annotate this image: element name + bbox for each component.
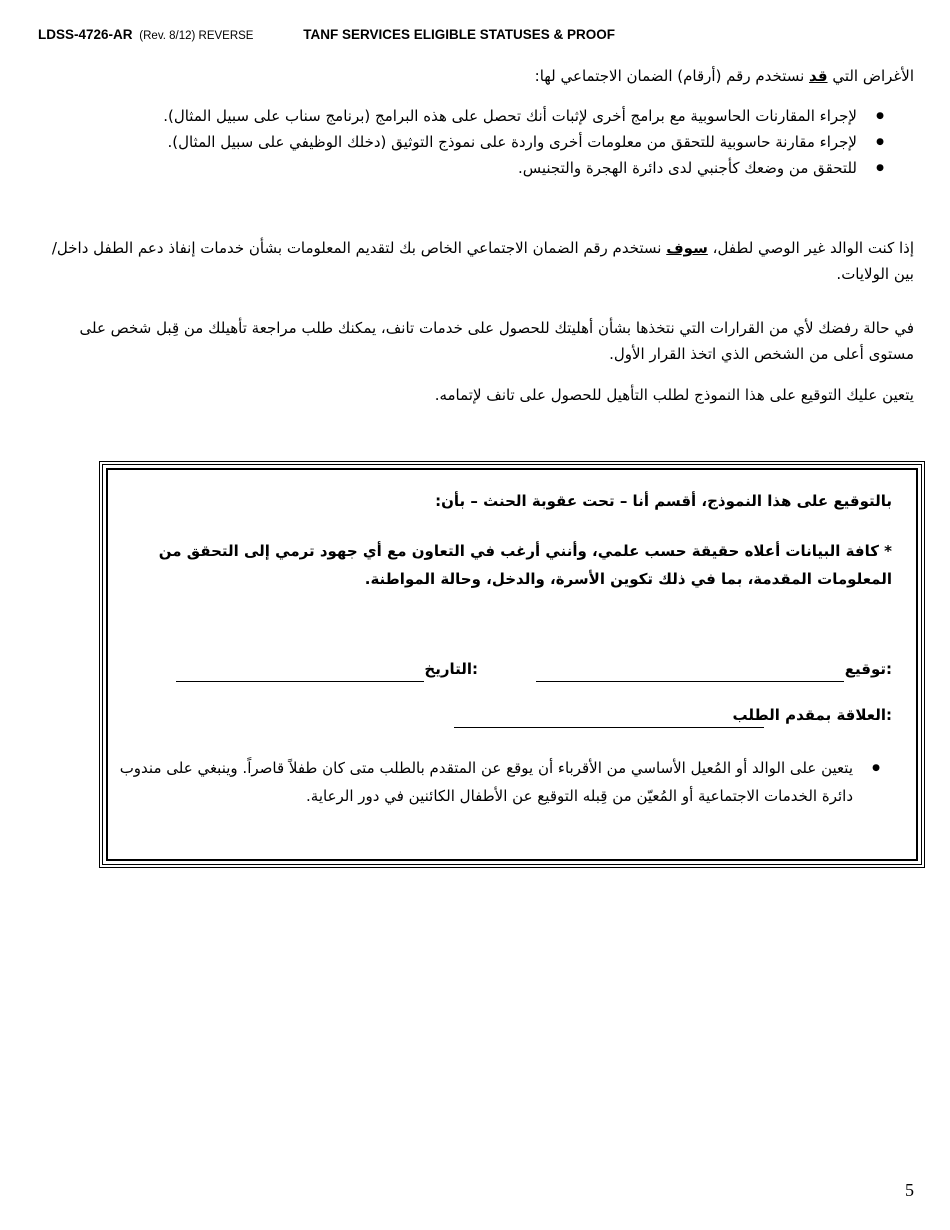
list-item: ● للتحقق من وضعك كأجنبي لدى دائرة الهجرة والتجنيس. xyxy=(64,155,884,181)
date-field[interactable] xyxy=(176,681,424,682)
signing-note xyxy=(116,754,892,810)
list-item: ● لإجراء مقارنة حاسوبية للتحقق من معلومات أخرى واردة على نموذج التوثيق (دخلك الوظيفي على سبيل المثال). xyxy=(64,129,884,155)
sign-required-paragraph: يتعين عليك التوقيع على هذا النموذج لطلب التأهيل للحصول على تانف لإتمامه. xyxy=(434,386,914,404)
signature-row xyxy=(116,660,892,688)
form-id: LDSS-4726-AR xyxy=(38,27,133,42)
intro-emphasis: قد xyxy=(809,67,828,85)
date-label: التاريخ: xyxy=(424,660,478,678)
child-support-emphasis: سوف xyxy=(666,239,708,257)
intro-text-pre: الأغراض التي xyxy=(827,67,914,85)
form-title: TANF SERVICES ELIGIBLE STATUSES & PROOF xyxy=(303,27,616,42)
child-support-pre: إذا كنت الوالد غير الوصي لطفل، xyxy=(707,239,914,257)
ssn-purposes-list xyxy=(64,103,884,181)
signature-label: توقيع: xyxy=(844,660,892,678)
ssn-purposes-intro xyxy=(34,63,914,89)
oath-heading: بالتوقيع على هذا النموذج، أقسم أنا – تحت عقوبة الحنث – بأن: xyxy=(435,492,892,510)
form-header xyxy=(38,27,615,42)
form-revision: (Rev. 8/12) REVERSE xyxy=(139,30,254,42)
relationship-row xyxy=(116,706,892,734)
page-number: 5 xyxy=(905,1180,914,1200)
review-paragraph: في حالة رفضك لأي من القرارات التي نتخذها بشأن أهليتك للحصول على خدمات تانف، يمكنك طلب مراجعة تأهيلك من قِبل شخص على مستوى أعلى من الشخص الذي اتخذ القرار الأول. xyxy=(79,319,914,363)
relationship-label: العلاقة بمقدم الطلب: xyxy=(732,706,892,724)
certification-statement: * كافة البيانات أعلاه حقيقة حسب علمي، وأنني أرغب في التعاون مع أي جهود ترمي إلى التحقق من المعلومات المقدمة، بما في ذلك تكوين الأسرة، والدخل، وحالة المواطنة. xyxy=(158,542,892,588)
child-support-paragraph xyxy=(34,235,914,287)
list-item: ● لإجراء المقارنات الحاسوبية مع برامج أخرى لإثبات أنك تحصل على هذه البرامج (برنامج سناب على سبيل المثال). xyxy=(64,103,884,129)
intro-text-post: نستخدم رقم (أرقام) الضمان الاجتماعي لها: xyxy=(534,67,810,85)
relationship-field[interactable] xyxy=(454,727,764,728)
child-support-post: نستخدم رقم الضمان الاجتماعي الخاص بك لتقديم المعلومات بشأن خدمات إنفاذ دعم الطفل داخل/بين الولايات. xyxy=(51,239,914,283)
signature-field[interactable] xyxy=(536,681,844,682)
list-item: ● يتعين على الوالد أو المُعيل الأساسي من الأقرباء أن يوقع عن المتقدم بالطلب متى كان طفلاً قاصراً. وينبغي على مندوب دائرة الخدمات الاجتماعية أو المُعيّن من قِبله التوقيع عن الأطفال الكائنين في دور الرعاية. xyxy=(116,754,892,810)
